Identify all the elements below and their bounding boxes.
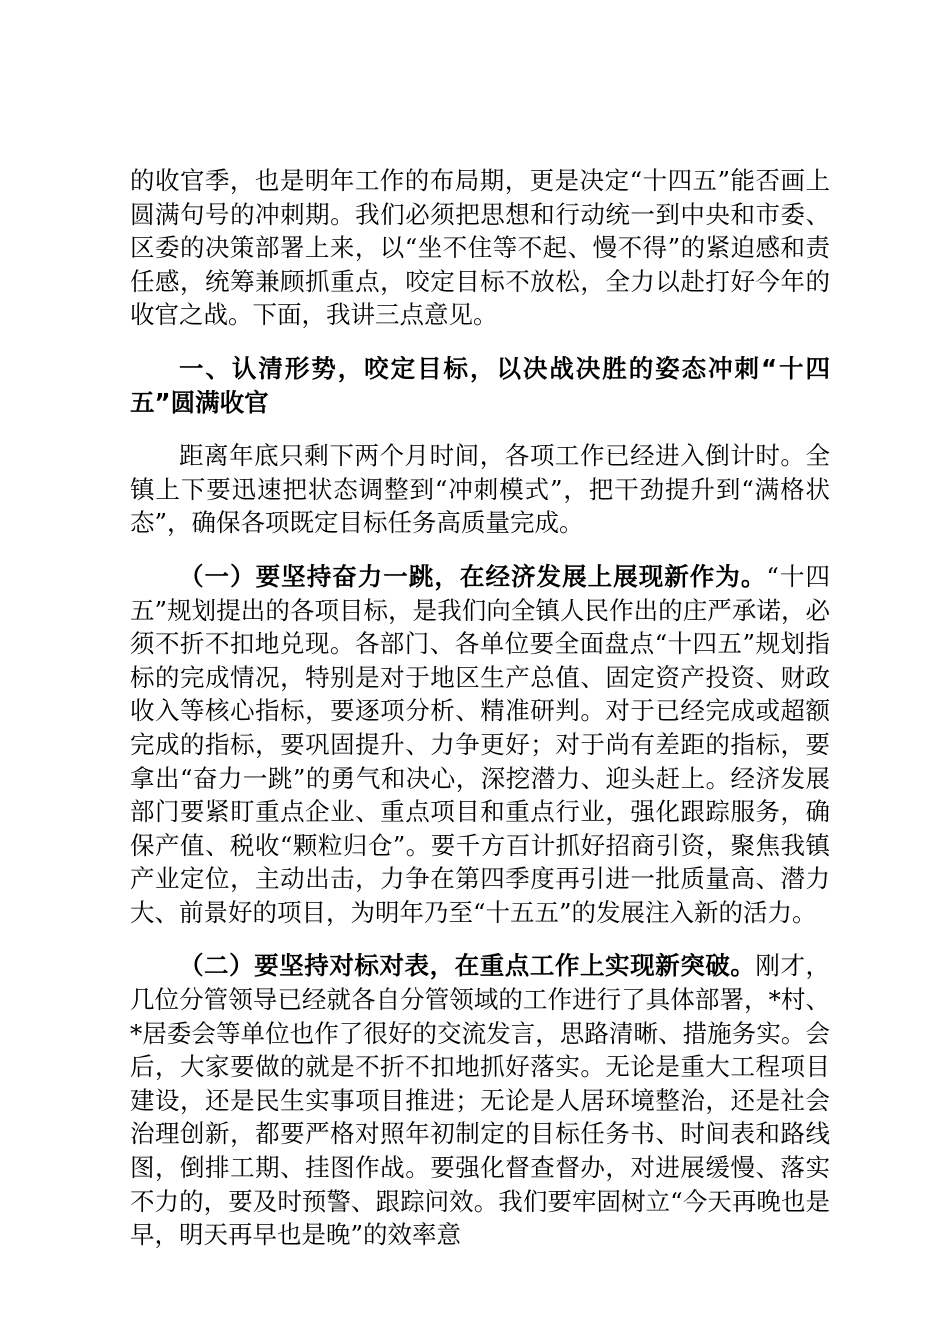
paragraph-economy <box>130 560 830 930</box>
paragraph-economy-body: “十四五”规划提出的各项目标，是我们向全镇人民作出的庄严承诺，必须不折不扣地兑现。各部门、各单位要全面盘点“十四五”规划指标的完成情况，特别是对于地区生产总值、固定资产投资、财政收入等核心指标，要逐项分析、精准研判。对于已经完成或超额完成的指标，要巩固提升、力争更好；对于尚有差距的指标，要拿出“奋力一跳”的勇气和决心，深挖潜力、迎头赶上。经济发展部门要紧盯重点企业、重点项目和重点行业，强化跟踪服务，确保产值、税收“颗粒归仓”。要千方百计抓好招商引资，聚焦我镇产业定位，主动出击，力争在第四季度再引进一批质量高、潜力大、前景好的项目，为明年乃至“十五五”的发展注入新的活力。 <box>130 561 830 927</box>
section-heading-1: 一、认清形势，咬定目标，以决战决胜的姿态冲刺“十四五”圆满收官 <box>130 353 830 417</box>
paragraph-key-work <box>130 949 830 1251</box>
paragraph-key-work-body: 刚才，几位分管领导已经就各自分管领域的工作进行了具体部署，*村、*居委会等单位也作了很好的交流发言，思路清晰、措施务实。会后，大家要做的就是不折不扣地抓好落实。无论是重大工程项目建设，还是民生实事项目推进；无论是人居环境整治，还是社会治理创新，都要严格对照年初制定的目标任务书、时间表和路线图，倒排工期、挂图作战。要强化督查督办，对进展缓慢、落实不力的，要及时预警、跟踪问效。我们要牢固树立“今天再晚也是早，明天再早也是晚”的效率意 <box>130 951 831 1250</box>
paragraph-economy-lead: （一）要坚持奋力一跳，在经济发展上展现新作为。 <box>179 561 767 591</box>
paragraph-intro: 的收官季，也是明年工作的布局期，更是决定“十四五”能否画上圆满句号的冲刺期。我们必须把思想和行动统一到中央和市委、区委的决策部署上来，以“坐不住等不起、慢不得”的紧迫感和责任感，统筹兼顾抓重点，咬定目标不放松，全力以赴打好今年的收官之战。下面，我讲三点意见。 <box>130 166 830 330</box>
paragraph-key-work-lead: （二）要坚持对标对表，在重点工作上实现新突破。 <box>179 951 756 981</box>
document-page <box>130 164 830 1272</box>
paragraph-countdown: 距离年底只剩下两个月时间，各项工作已经进入倒计时。全镇上下要迅速把状态调整到“冲刺模式”，把干劲提升到“满格状态”，确保各项既定目标任务高质量完成。 <box>130 441 830 538</box>
